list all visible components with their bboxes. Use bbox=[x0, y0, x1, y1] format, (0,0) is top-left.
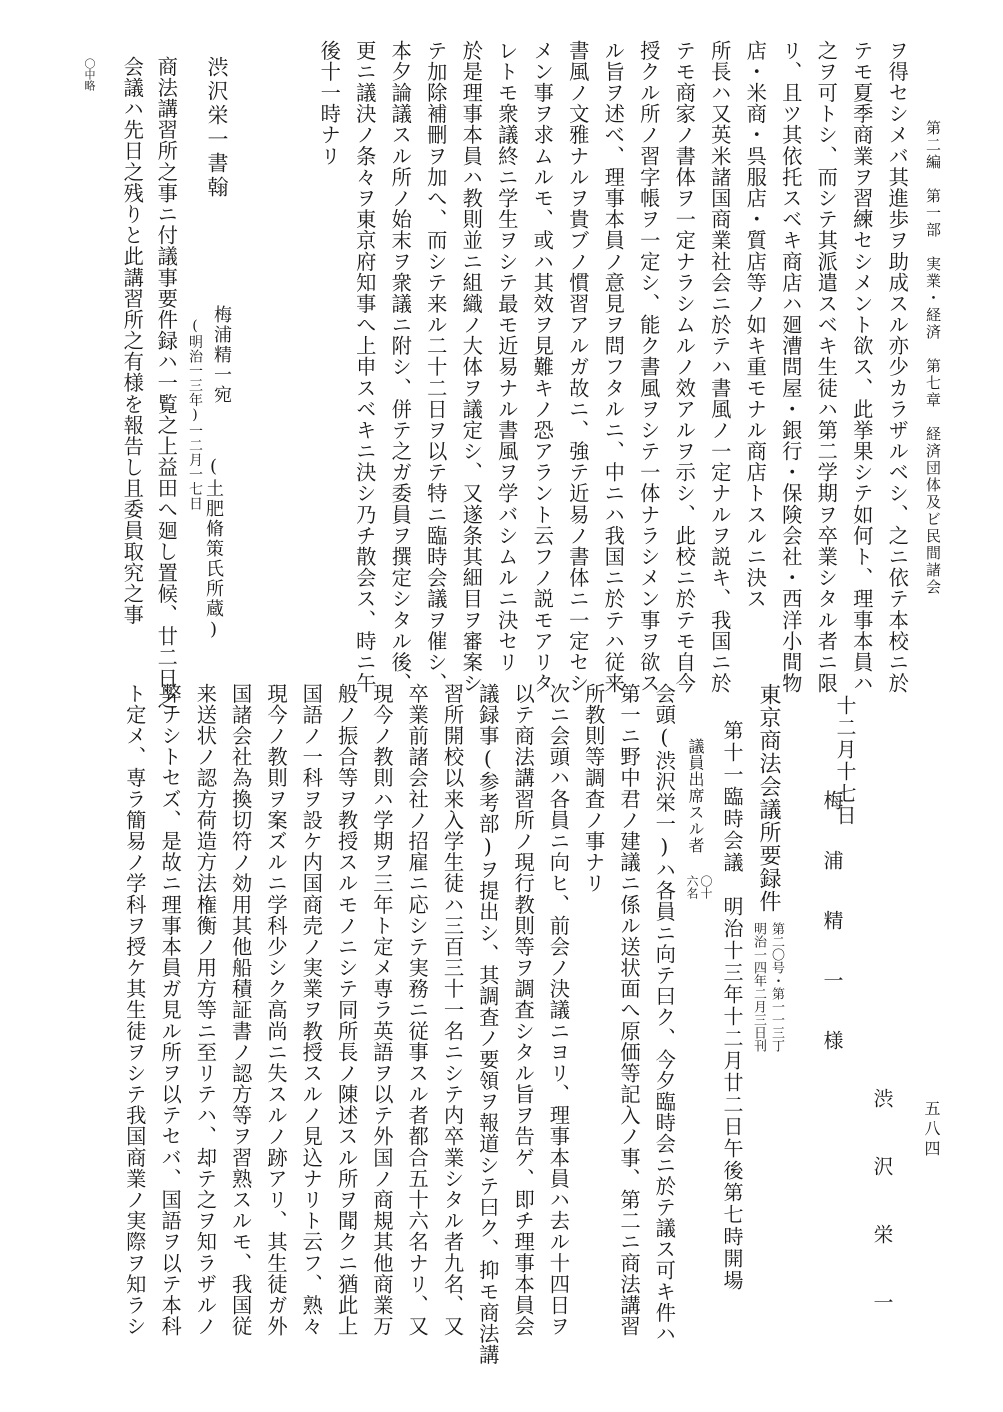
page-number: 五八四 bbox=[922, 1100, 941, 1160]
upper-body-line: テ加除補刪ヲ加へ、而シテ来ル二十二日ヲ以テ特ニ臨時会議ヲ催シ、 bbox=[423, 40, 448, 694]
lower-body-line: 弊ナシトセズ、是故ニ理事本員ガ見ル所ヲ以テセバ、国語ヲ以テ本科 bbox=[158, 683, 183, 1337]
letter-date-line: 十二月十七日 bbox=[833, 695, 857, 827]
upper-body-line: ル旨ヲ述べ、理事本員ノ意見ヲ問フタルニ、中ニハ我国ニ於テハ従来 bbox=[601, 40, 626, 694]
running-header: 第二編 第一部 実業・経済 第七章 経済団体及ビ民間諸会 bbox=[924, 120, 942, 596]
attendance-label: 議員出席スル者 bbox=[686, 738, 705, 854]
attendance-count-2: 六名 bbox=[685, 875, 699, 899]
letter-owner: (土肥脩策氏所蔵) bbox=[203, 456, 224, 642]
lower-body-line: 所教則等調査ノ事ナリ bbox=[581, 683, 606, 894]
lower-body-line: ト定メ、専ラ簡易ノ学科ヲ授ケ其生徒ヲシテ我国商業ノ実際ヲ知ラシ bbox=[122, 683, 147, 1337]
upper-body-line: ヲ得セシメバ其進歩ヲ助成スル亦少カラザルベシ、之ニ依テ本校ニ於 bbox=[885, 40, 910, 694]
upper-body-line: テモ夏季商業ヲ習練セシメント欲ス、此挙果シテ如何ト、理事本員ハ bbox=[849, 40, 874, 694]
upper-body-line: 所長ハ又英米諸国商業社会ニ於テハ書風ノ一定ナルヲ説キ、我国ニ於 bbox=[707, 40, 732, 694]
upper-body-line: 更ニ議決ノ条々ヲ東京府知事へ上申スベキニ決シ乃チ散会ス、時ニ午 bbox=[352, 40, 377, 694]
recipient-name: 梅 浦 精 一 様 bbox=[820, 790, 844, 1060]
upper-body-line: 店・米商・呉服店・質店等ノ如キ重モナル商店トスルニ決ス bbox=[743, 40, 768, 610]
lower-body-line: 会頭(渋沢栄一)ハ各員ニ向テ曰ク、今夕臨時会ニ於テ議ス可キ件ハ bbox=[652, 683, 677, 1345]
attendance-count-1: 〇十 bbox=[699, 875, 713, 899]
letter-omission-note: 〇中略 bbox=[83, 58, 96, 91]
upper-body-line: レトモ衆議終ニ学生ヲシテ最モ近易ナル書風ヲ学バシムルニ決セリ bbox=[494, 40, 519, 673]
upper-body-line: メン事ヲ求ムルモ、或ハ其效ヲ見難キノ恐アラント云フノ説モアリタ bbox=[530, 40, 555, 694]
upper-body-line: 之ヲ可トシ、而シテ其派遣スベキ生徒ハ第二学期ヲ卒業シタル者ニ限 bbox=[814, 40, 839, 694]
upper-body-line: 後十一時ナリ bbox=[317, 40, 342, 167]
upper-body-line: 授クル所ノ習字帳ヲ一定シ、能ク書風ヲシテ一体ナラシメン事ヲ欲ス bbox=[636, 40, 661, 694]
upper-body-line: 本夕論議スル所ノ始末ヲ衆議ニ附シ、併テ之ガ委員ヲ撰定シタル後、 bbox=[388, 40, 413, 694]
lower-body-line: 国語ノ一科ヲ設ケ内国商売ノ実業ヲ教授スルノ見込ナリト云フ、熟々 bbox=[299, 683, 324, 1337]
lower-body-line: 卒業前諸会社ノ招雇ニ応シテ実務ニ従事スル者都合五十六名ナリ、又 bbox=[405, 683, 430, 1337]
citation-line-2: 明治一四年二月三日刊 bbox=[751, 922, 766, 1052]
sender-name: 渋 沢 栄 一 bbox=[870, 1088, 894, 1326]
letter-addressee: 梅浦精一宛 bbox=[211, 305, 232, 405]
upper-body-line: 書風ノ文雅ナルヲ貴ブノ慣習アルガ故ニ、強テ近易ノ書体ニ一定セシ bbox=[565, 40, 590, 694]
letter-line-1: 商法講習所之事ニ付議事要件録ハ一覧之上益田へ廻し置候、廿二日之 bbox=[154, 56, 179, 710]
lower-body-line: 第一ニ野中君ノ建議ニ係ル送状面へ原価等記入ノ事、第二ニ商法講習 bbox=[616, 683, 641, 1337]
upper-body-line: リ、且ツ其依托スベキ商店ハ廻漕問屋・銀行・保険会社・西洋小間物 bbox=[778, 40, 803, 694]
lower-body-line: 次ニ会頭ハ各員ニ向ヒ、前会ノ決議ニヨリ、理事本員ハ去ル十四日ヲ bbox=[546, 683, 571, 1337]
lower-body-line: 来送状ノ認方荷造方法権衡ノ用方等ニ至リテハ、却テ之ヲ知ラザルノ bbox=[193, 683, 218, 1337]
session-heading: 第十一臨時会議 明治十三年十二月廿二日午後第七時開場 bbox=[720, 720, 744, 1292]
lower-body-line: 習所開校以来入学生徒ハ三百三十一名ニシテ内卒業シタル者九名、又 bbox=[440, 683, 465, 1337]
document-title: 東京商法会議所要録件 bbox=[756, 683, 781, 913]
lower-body-line: 般ノ振合等ヲ教授スルモノニシテ同所長ノ陳述スル所ヲ聞クニ猶此上 bbox=[334, 683, 359, 1337]
citation-line-1: 第二〇号・第一一三丁 bbox=[769, 922, 784, 1052]
lower-body-line: 国諸会社為換切符ノ効用其他船積証書ノ認方等ヲ習熟スルモ、我国従 bbox=[228, 683, 253, 1337]
letter-heading: 渋沢栄一書翰 bbox=[205, 56, 229, 200]
upper-body-line: テモ商家ノ書体ヲ一定ナラシムルノ效アルヲ示シ、此校ニ於テモ自今 bbox=[672, 40, 697, 694]
upper-body-line: 於是理事本員ハ教則並ニ組織ノ大体ヲ議定シ、又遂条其細目ヲ審案シ bbox=[459, 40, 484, 694]
letter-line-2: 会議ハ先日之残りと此講習所之有様を報告し且委員取究之事 bbox=[120, 56, 145, 626]
lower-body-line: 以テ商法講習所ノ現行教則等ヲ調査シタル旨ヲ告ゲ、即チ理事本員会 bbox=[511, 683, 536, 1337]
lower-body-line: 現今ノ教則ハ学期ヲ三年ト定メ専ラ英語ヲ以テ外国ノ商規其他商業万 bbox=[369, 683, 394, 1337]
lower-body-line: 現今ノ教則ヲ案ズルニ学科少シク高尚ニ失スルノ跡アリ、其生徒ガ外 bbox=[263, 683, 288, 1337]
letter-date: (明治一三年)一二月一七日 bbox=[187, 318, 203, 511]
lower-body-line: 議録事(参考部)ヲ提出シ、其調査ノ要領ヲ報道シテ曰ク、抑モ商法講 bbox=[475, 683, 500, 1366]
